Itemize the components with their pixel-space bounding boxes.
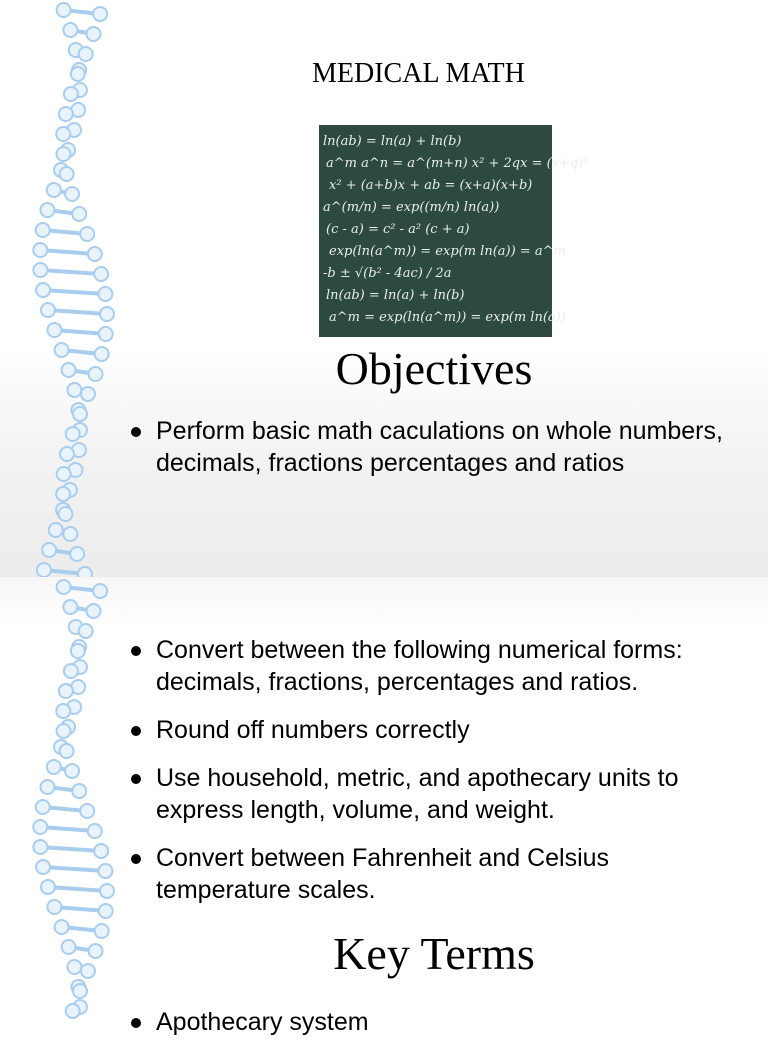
key-terms-heading: Key Terms	[333, 928, 535, 979]
list-item	[128, 634, 748, 698]
slide-objectives-continued	[0, 577, 768, 1036]
math-formulas-image	[319, 125, 589, 337]
objectives-list	[128, 415, 748, 495]
key-terms-list	[128, 1006, 748, 1054]
bullet-icon	[131, 1018, 141, 1028]
list-item-text: Apothecary system	[156, 1008, 369, 1036]
bullet-icon	[131, 774, 141, 784]
formula-line: -b ± √(b² - 4ac) / 2a	[323, 266, 452, 281]
bullet-icon	[131, 427, 141, 437]
objectives-heading: Objectives	[335, 343, 533, 394]
formula-line: a^(m/n) = exp((m/n) ln(a))	[323, 200, 500, 215]
list-item	[128, 1006, 748, 1038]
list-item-text: Round off numbers correctly	[156, 716, 470, 744]
list-item	[128, 714, 748, 746]
formula-line: (c - a) = c² - a² (c + a)	[326, 222, 470, 237]
bullet-icon	[131, 726, 141, 736]
deck-title: MEDICAL MATH	[312, 58, 525, 89]
dna-helix-icon	[30, 0, 130, 577]
formula-line: a^m = exp(ln(a^m)) = exp(m ln(a))	[329, 310, 566, 325]
formula-line: ln(ab) = ln(a) + ln(b)	[326, 288, 465, 303]
bullet-icon	[131, 646, 141, 656]
list-item	[128, 762, 748, 826]
formula-line: x² + (a+b)x + ab = (x+a)(x+b)	[329, 178, 533, 193]
list-item	[128, 842, 748, 906]
bullet-icon	[131, 854, 141, 864]
formula-line: exp(ln(a^m)) = exp(m ln(a)) = a^m	[329, 244, 566, 259]
list-item-text: Use household, metric, and apothecary units to express length, volume, and weight.	[156, 764, 679, 824]
formula-line: a^m a^n = a^(m+n) x² + 2qx = (x+q)²	[326, 156, 589, 171]
objectives-list-continued	[128, 634, 748, 922]
list-item	[128, 415, 748, 479]
formula-line: ln(ab) = ln(a) + ln(b)	[323, 134, 462, 149]
list-item-text: Convert between Fahrenheit and Celsius temperature scales.	[156, 844, 610, 904]
list-item-text: Convert between the following numerical forms: decimals, fractions, percentages and ratios.	[156, 636, 683, 696]
list-item-text: Perform basic math caculations on whole numbers, decimals, fractions percentages and ratios	[156, 417, 723, 477]
